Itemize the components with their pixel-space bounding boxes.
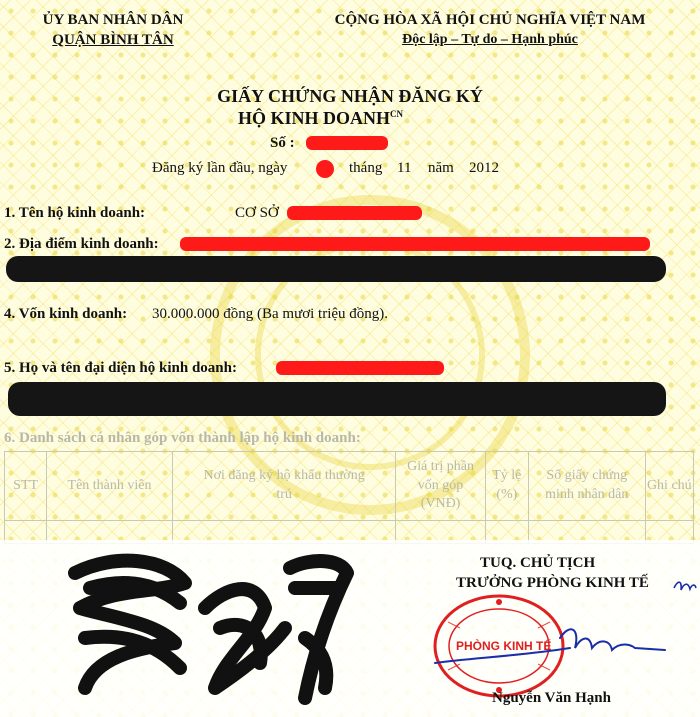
document-subtitle: HỘ KINH $DOANH^{CN}$ — [238, 108, 404, 128]
th-residence: Nơi đăng ký hộ khẩu thường trú — [172, 452, 396, 521]
number-redaction — [306, 136, 388, 150]
national-motto: Độc lập – Tự do – Hạnh phúc — [402, 32, 578, 47]
document-title: GIẤY CHỨNG NHẬN ĐĂNG KÝ — [217, 86, 483, 106]
field5-label: 5. Họ và tên đại diện hộ kinh doanh: — [4, 360, 237, 376]
field2-redaction — [180, 237, 650, 251]
field5-redaction — [276, 361, 444, 375]
registration-prefix: Đăng ký lần đầu, ngày — [152, 160, 288, 176]
signature-role-1: TUQ. CHỦ TỊCH — [480, 555, 596, 571]
field5-detail-redaction — [8, 382, 666, 416]
stamp-center-text: PHÒNG KINH TẾ — [456, 639, 552, 653]
th-stt: STT — [5, 452, 47, 521]
field1-redaction — [287, 206, 422, 220]
redaction-scribble — [55, 548, 355, 708]
signature-role-2: TRƯỞNG PHÒNG KINH TẾ — [456, 575, 649, 591]
th-note: Ghi chú — [645, 452, 693, 521]
field1-label: 1. Tên hộ kinh doanh: — [4, 205, 146, 221]
th-ratio: Tỷ lệ (%) — [485, 452, 528, 521]
day-redaction — [316, 160, 334, 178]
field1-prefix: CƠ SỞ — [235, 205, 279, 221]
month-label: tháng — [349, 160, 383, 176]
ink-signature — [430, 618, 670, 678]
year-label: năm — [428, 160, 454, 176]
contributors-table — [4, 451, 694, 544]
issuer-line2: QUẬN BÌNH TÂN — [52, 32, 174, 48]
th-capital: Giá trị phần vốn góp (VNĐ) — [396, 452, 485, 521]
month-value: 11 — [397, 160, 412, 176]
th-member: Tên thành viên — [47, 452, 173, 521]
table-header-row — [5, 452, 694, 521]
th-id-card: Số giấy chứng minh nhân dân — [528, 452, 645, 521]
field6-label: 6. Danh sách cá nhân góp vốn thành lập hộ kinh doanh: — [4, 430, 361, 446]
signer-name: Nguyễn Văn Hạnh — [492, 690, 611, 706]
year-value: 2012 — [469, 160, 499, 176]
national-title: CỘNG HÒA XÃ HỘI CHỦ NGHĨA VIỆT NAM — [334, 12, 646, 28]
field4-label: 4. Vốn kinh doanh: — [4, 306, 128, 322]
number-label: Số : — [270, 135, 295, 151]
field3-redaction — [6, 256, 666, 282]
field2-label: 2. Địa điểm kinh doanh: — [4, 236, 159, 252]
initials-mark — [672, 578, 698, 594]
issuer-line1: ỦY BAN NHÂN DÂN — [42, 12, 184, 28]
field4-value: 30.000.000 đồng (Ba mươi triệu đồng). — [152, 306, 389, 322]
